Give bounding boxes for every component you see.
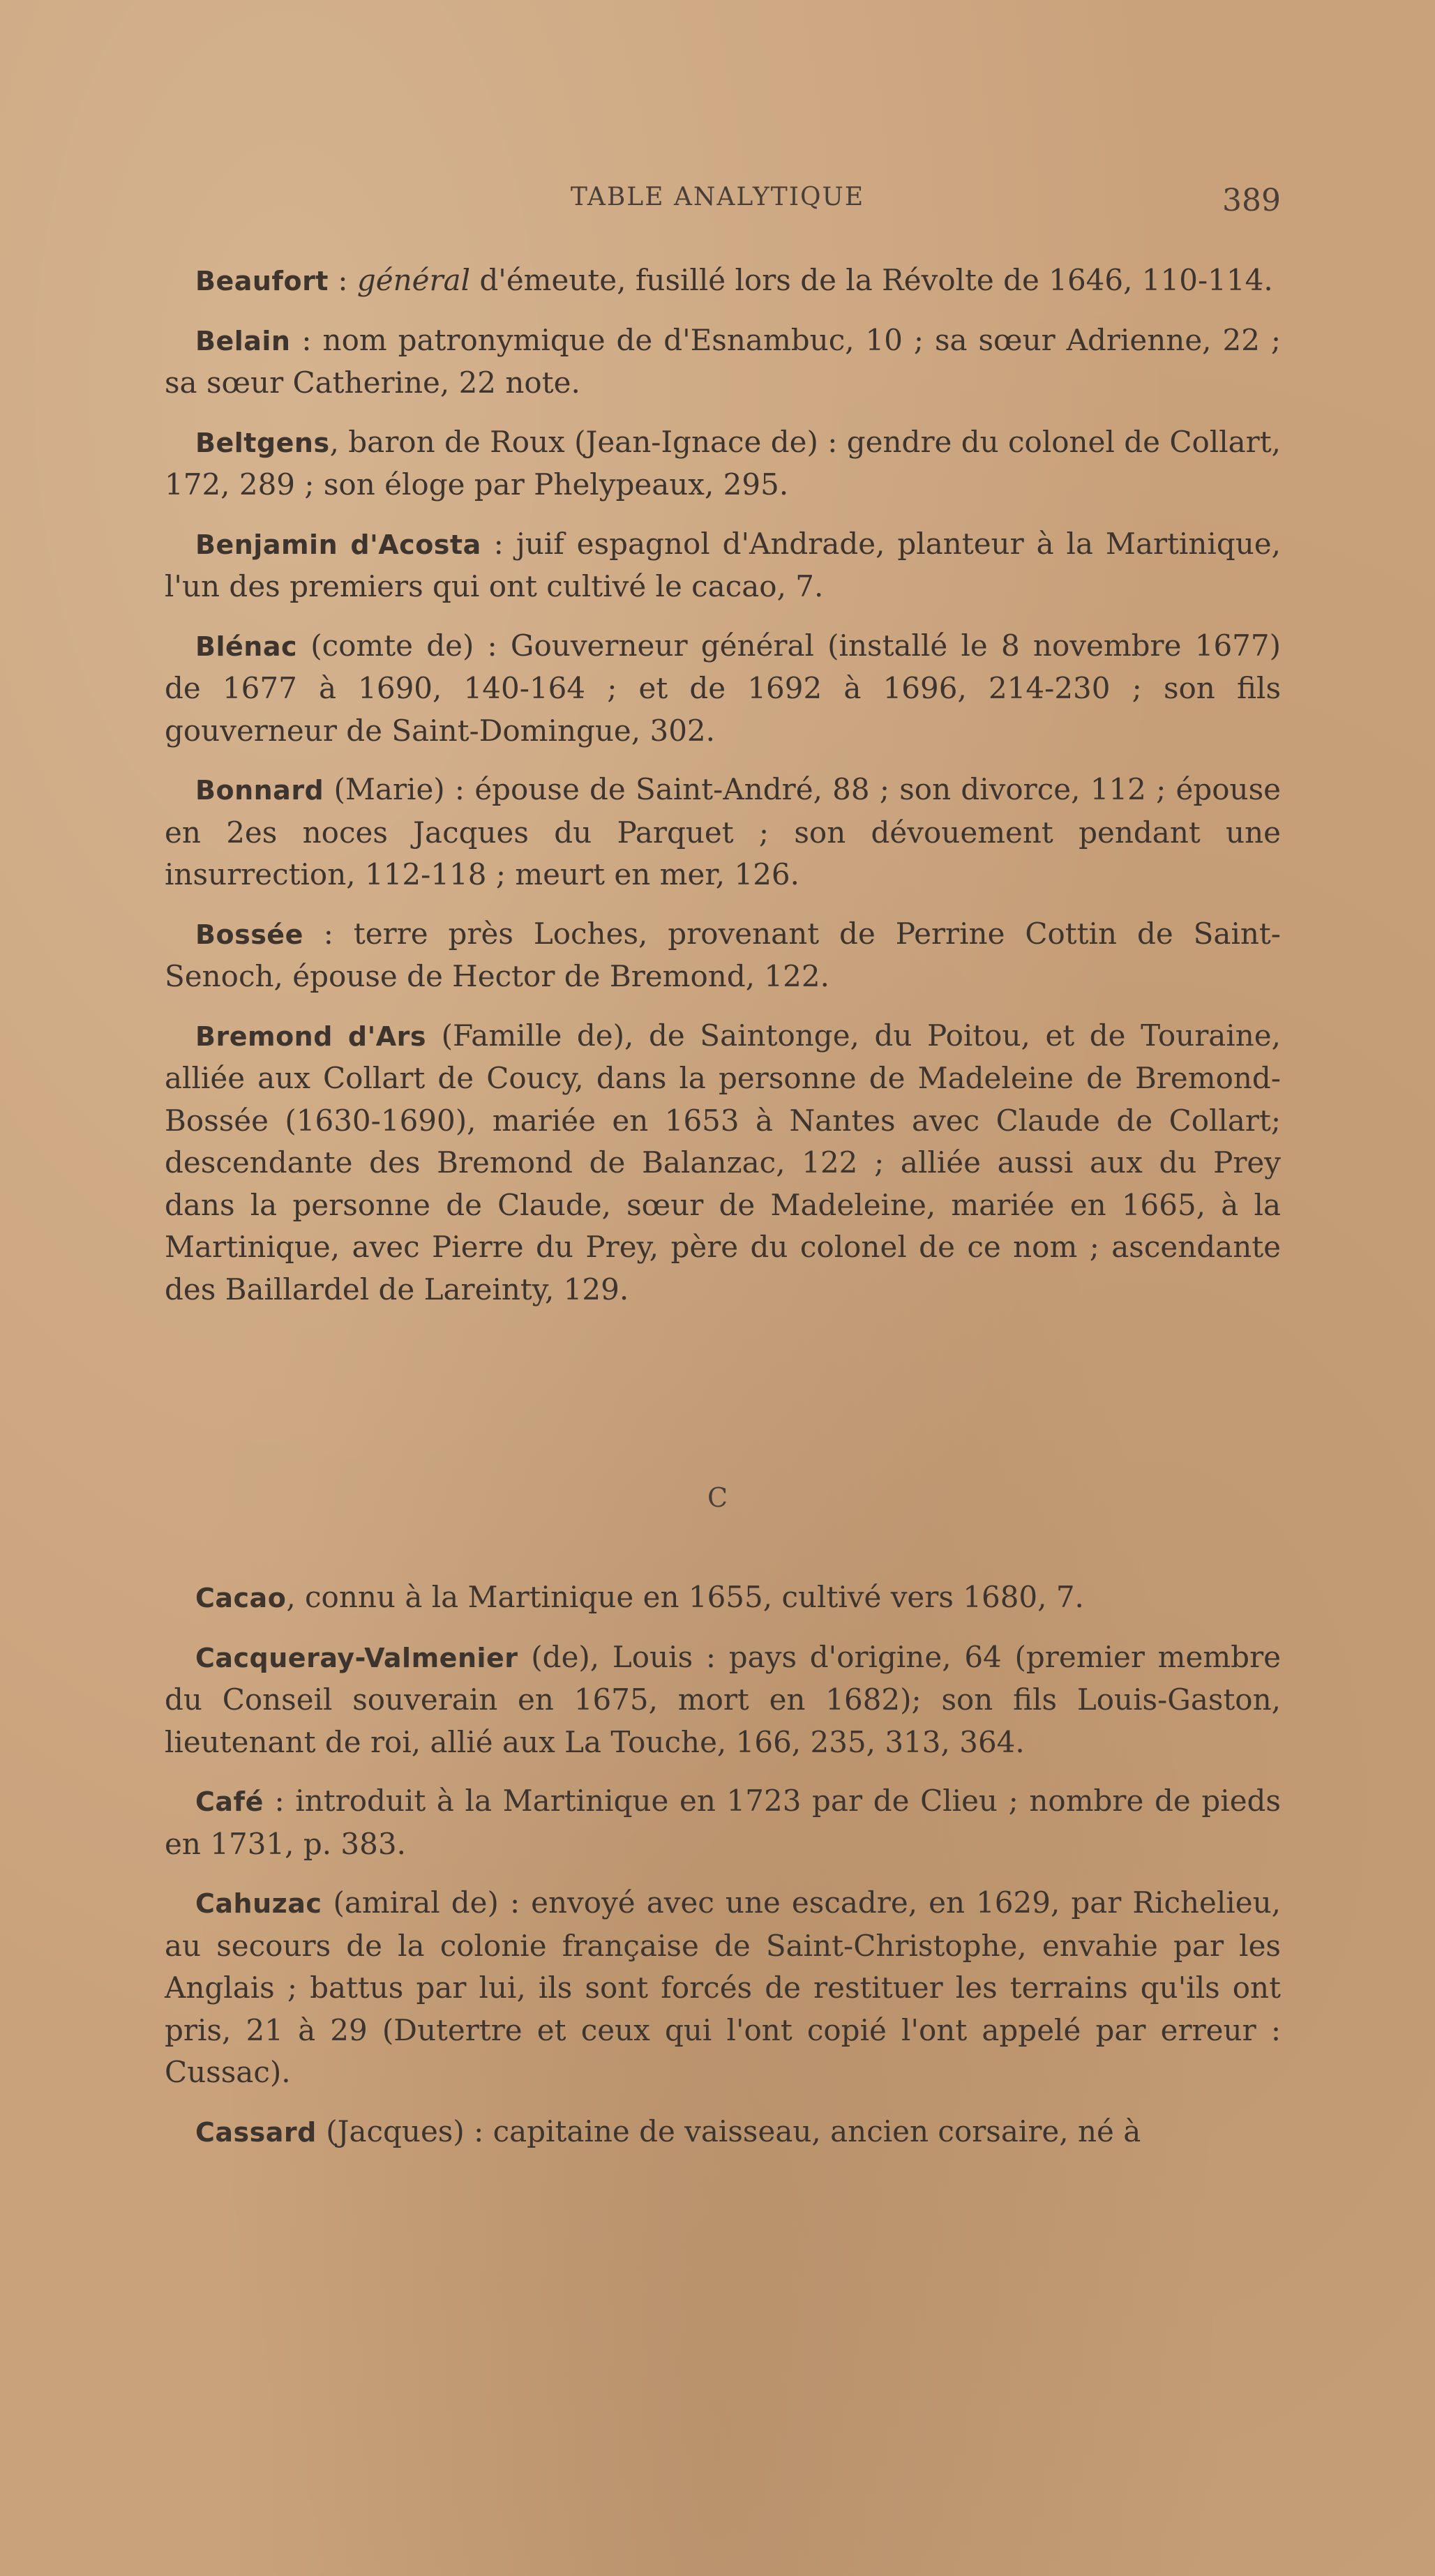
entry-separator (297, 628, 310, 663)
entry-separator: : (328, 263, 357, 297)
entry-heading: Café (195, 1786, 264, 1817)
entry-text: introduit à la Martinique en 1723 par de Clieu ; nombre de pieds en 1731, p. 383. (165, 1784, 1281, 1861)
entry-heading: Cacqueray-Valmenier (195, 1642, 518, 1673)
running-title: TABLE ANALYTIQUE (570, 183, 865, 211)
entry-heading: Belain (195, 325, 291, 356)
index-entry (165, 1015, 1281, 1311)
entry-separator: : (290, 322, 323, 357)
entry-heading: Cahuzac (195, 1888, 322, 1919)
index-entries-c (165, 1576, 1281, 2170)
entry-text: baron de Roux (Jean-Ignace de) : gendre du colonel de Collart, 172, 289 ; son éloge par Phelypeaux, 295. (165, 424, 1281, 502)
entry-text: (amiral de) : envoyé avec une escadre, en 1629, par Richelieu, au secours de la colonie française de Saint-Christophe, envahie par les Anglais ; battus par lui, ils sont forcés de restituer les terrains qu'ils ont pris, 21 à 29 (Dutertre et ceux qui l'ont copié l'ont appelé par erreur : Cussac). (165, 1885, 1281, 2089)
index-entry (165, 1576, 1281, 1620)
entry-text: (Famille de), de Saintonge, du Poitou, et de Touraine, alliée aux Collart de Coucy, dans la personne de Madeleine de Bremond-Bossée (1630-1690), mariée en 1653 à Nantes avec Claude de Collart; descendante des Bremond de Balanzac, 122 ; alliée aussi aux du Prey dans la personne de Claude, sœur de Madeleine, mariée en 1665, à la Martinique, avec Pierre du Prey, père du colonel de ce nom ; ascendante des Baillardel de Lareinty, 129. (165, 1018, 1282, 1306)
entry-separator: : (303, 916, 354, 951)
entry-separator (426, 1018, 442, 1053)
index-entry (165, 523, 1281, 608)
entry-separator: : (481, 526, 516, 561)
entry-text: connu à la Martinique en 1655, cultivé vers 1680, 7. (305, 1580, 1084, 1614)
entry-separator: , (286, 1580, 306, 1614)
entry-text: juif espagnol d'Andrade, planteur à la Martinique, l'un des premiers qui ont cultivé le cacao, 7. (165, 526, 1281, 603)
page-number: 389 (1222, 183, 1281, 218)
entry-heading: Benjamin d'Acosta (195, 529, 481, 560)
index-entry (165, 1882, 1281, 2094)
section-letter: C (707, 1482, 728, 1513)
entry-heading: Cacao (195, 1583, 287, 1613)
entry-text: d'émeute, fusillé lors de la Révolte de 1646, 110-114. (470, 263, 1273, 297)
entry-text: (Marie) : épouse de Saint-André, 88 ; son divorce, 112 ; épouse en 2es noces Jacques du Parquet ; son dévouement pendant une insurrection, 112-118 ; meurt en mer, 126. (165, 772, 1281, 891)
entry-separator (324, 772, 333, 806)
index-entry (165, 2111, 1281, 2154)
entry-separator (317, 2114, 326, 2148)
entry-heading: Blénac (195, 631, 297, 662)
index-entry (165, 1780, 1281, 1865)
index-entry (165, 913, 1281, 998)
entry-separator (518, 1640, 532, 1674)
entry-heading: Cassard (195, 2116, 317, 2148)
entry-heading: Beltgens (195, 427, 330, 458)
entry-text: terre près Loches, provenant de Perrine Cottin de Saint-Senoch, épouse de Hector de Bremond, 122. (165, 916, 1281, 993)
entry-heading: Bonnard (195, 775, 324, 806)
index-entry (165, 769, 1281, 896)
entry-text: nom patronymique de d'Esnambuc, 10 ; sa sœur Adrienne, 22 ; sa sœur Catherine, 22 note. (165, 322, 1281, 400)
entry-italic-term: général (356, 263, 471, 297)
entry-text: (de), Louis : pays d'origine, 64 (premier membre du Conseil souverain en 1675, mort en 1682); son fils Louis-Gaston, lieutenant de roi, allié aux La Touche, 166, 235, 313, 364. (165, 1639, 1281, 1759)
entry-separator (322, 1885, 333, 1920)
index-entries-b (165, 259, 1281, 1327)
index-entry (165, 625, 1281, 753)
index-entry (165, 319, 1281, 405)
entry-text: (Jacques) : capitaine de vaisseau, ancien corsaire, né à (326, 2114, 1141, 2148)
entry-heading: Bremond d'Ars (195, 1020, 427, 1052)
entry-separator: , (329, 424, 349, 459)
index-entry (165, 421, 1281, 506)
index-entry (165, 1636, 1281, 1764)
entry-heading: Beaufort (195, 266, 329, 296)
index-entry (165, 259, 1281, 303)
entry-heading: Bossée (195, 919, 303, 950)
entry-separator: : (263, 1784, 296, 1818)
entry-text: (comte de) : Gouverneur général (installé le 8 novembre 1677) de 1677 à 1690, 140-164 ; et de 1692 à 1696, 214-230 ; son fils gouverneur de Saint-Domingue, 302. (165, 628, 1281, 748)
